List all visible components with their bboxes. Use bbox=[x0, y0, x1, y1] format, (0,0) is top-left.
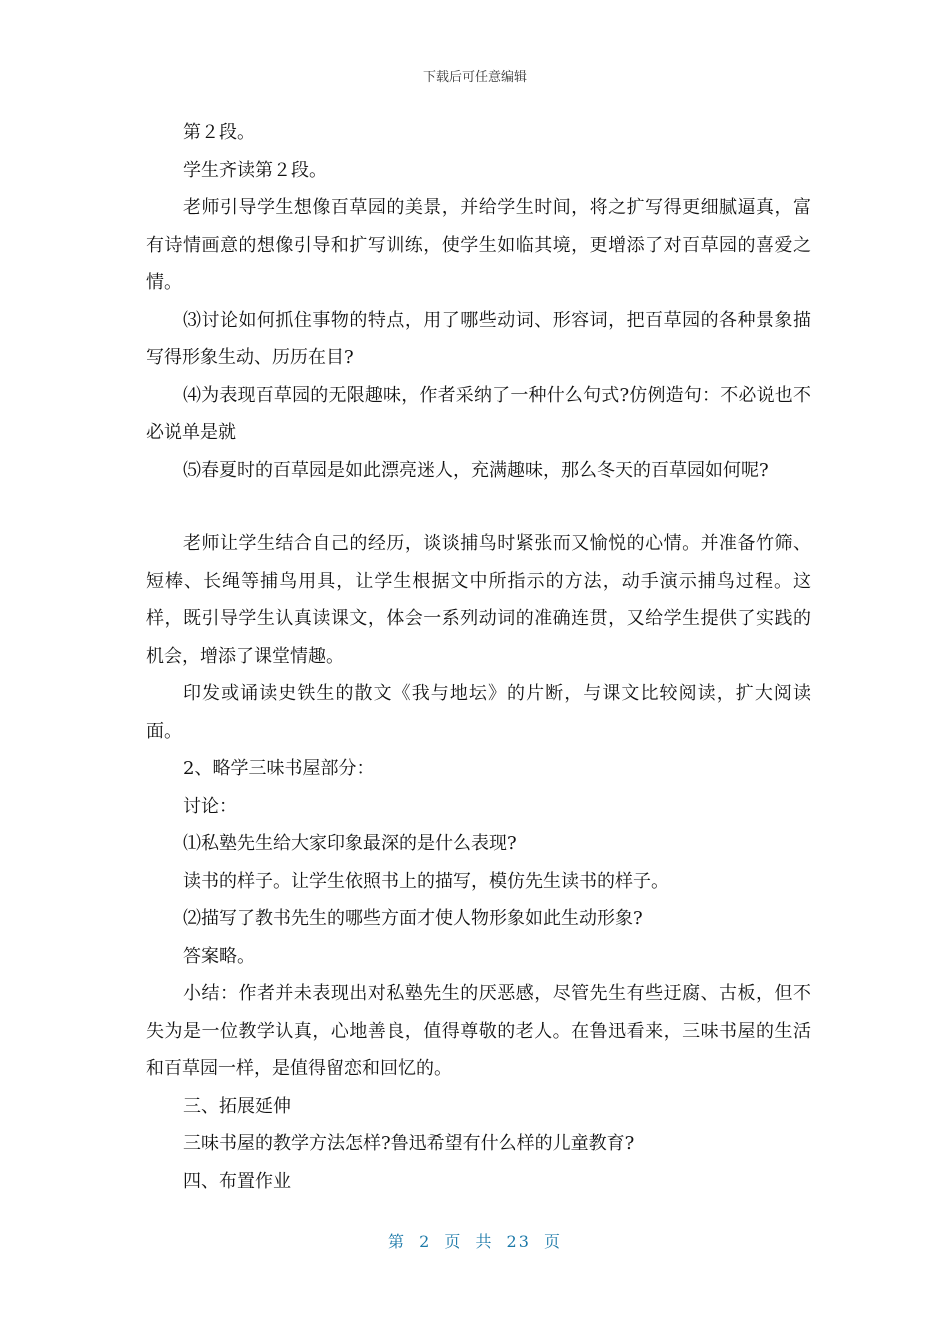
summary-paragraph: 小结：作者并未表现出对私塾先生的厌恶感，尽管先生有些迂腐、古板，但不失为是一位教学认真，心地善良，值得尊敬的老人。在鲁迅看来，三味书屋的生活和百草园一样，是值得留恋和回忆的。 bbox=[146, 983, 811, 1079]
question-item: ⑴私塾先生给大家印象最深的是什么表现? bbox=[183, 833, 517, 854]
paragraph: 读书的样子。让学生依照书上的描写，模仿先生读书的样子。 bbox=[183, 870, 669, 892]
paragraph: 老师让学生结合自己的经历，谈谈捕鸟时紧张而又愉悦的心情。并准备竹筛、短棒、长绳等捕鸟用具，让学生根据文中所指示的方法，动手演示捕鸟过程。这样，既引导学生认真读课文，体会一系列动词的准确连贯，又给学生提供了实践的机会，增添了课堂情趣。 bbox=[146, 533, 811, 667]
paragraph: 三味书屋的教学方法怎样?鲁迅希望有什么样的儿童教育? bbox=[183, 1133, 635, 1154]
section-heading: 三、拓展延伸 bbox=[183, 1095, 291, 1117]
section-heading: 四、布置作业 bbox=[183, 1170, 291, 1192]
paragraph: 答案略。 bbox=[183, 945, 255, 967]
paragraph-gap bbox=[146, 489, 811, 525]
paragraph: 讨论： bbox=[183, 795, 237, 817]
paragraph: 印发或诵读史铁生的散文《我与地坛》的片断，与课文比较阅读，扩大阅读面。 bbox=[146, 683, 811, 742]
question-item: ⑷为表现百草园的无限趣味，作者采纳了一种什么句式?仿例造句：不必说也不必说单是就 bbox=[146, 384, 811, 443]
section-heading: 2、略学三味书屋部分： bbox=[183, 758, 375, 779]
paragraph: 学生齐读第２段。 bbox=[183, 159, 327, 181]
question-item: ⑶讨论如何抓住事物的特点，用了哪些动词、形容词，把百草园的各种景象描写得形象生动、历历在目? bbox=[146, 309, 811, 368]
paragraph: 第２段。 bbox=[183, 122, 255, 143]
question-item: ⑵描写了教书先生的哪些方面才使人物形象如此生动形象? bbox=[183, 908, 643, 929]
page-number-footer: 第 2 页 共 23 页 bbox=[388, 1232, 562, 1251]
page-header: 下载后可任意编辑 bbox=[422, 70, 527, 85]
question-item: ⑸春夏时的百草园是如此漂亮迷人，充满趣味，那么冬天的百草园如何呢? bbox=[183, 459, 769, 481]
paragraph: 老师引导学生想像百草园的美景，并给学生时间，将之扩写得更细腻逼真，富有诗情画意的想像引导和扩写训练，使学生如临其境，更增添了对百草园的喜爱之情。 bbox=[146, 197, 811, 293]
document-body bbox=[146, 114, 811, 1200]
